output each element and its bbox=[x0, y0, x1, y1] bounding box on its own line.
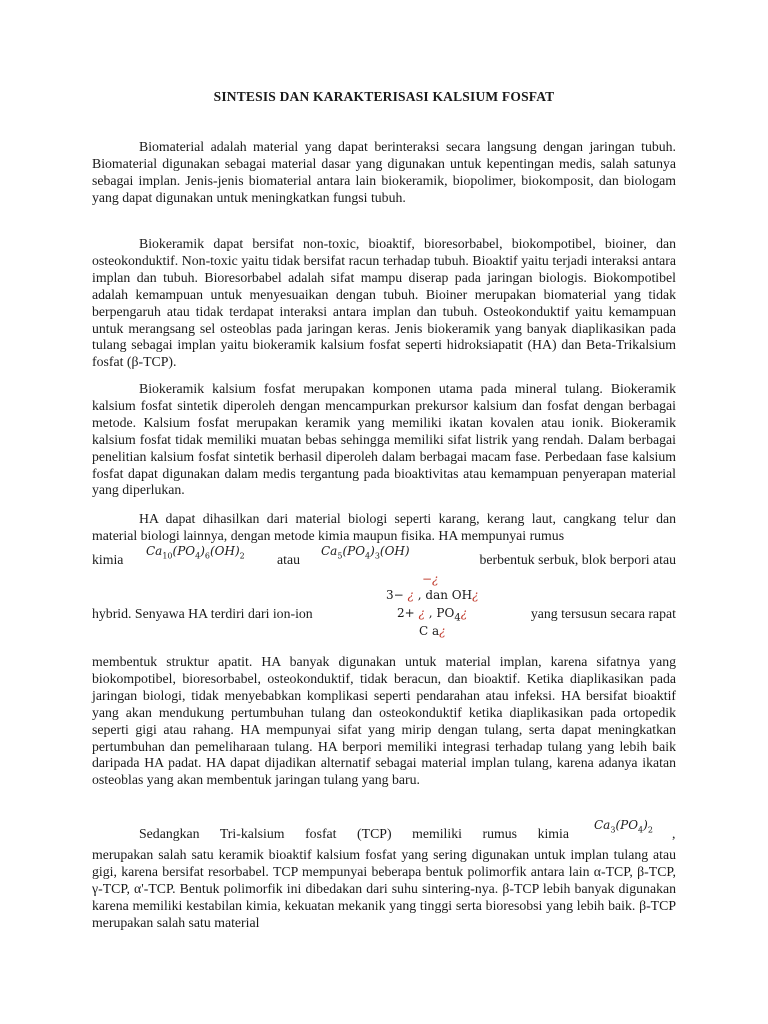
kimia-label: kimia bbox=[92, 552, 124, 567]
paragraph-5-rest: merupakan salah satu keramik bioaktif kalsium fosfat yang sering digunakan untuk implan tulang atau gigi, karena bersifat resorbabel. TCP mempunyai beberapa bentuk polimorfik antara lain α-TCP, β-TCP, γ-TCP, α'-TCP. Bentuk polimorfik ini dibedakan dari suhu sintering-nya. β-TCP lebih banyak digunakan karena memiliki kestabilan kimia, kekuatan mekanik yang tinggi serta bioresobsi yang lebih baik. β-TCP merupakan salah satu material bbox=[92, 847, 676, 930]
paragraph-5-lead: Sedangkan Tri-kalsium fosfat (TCP) memiliki rumus kimia bbox=[139, 826, 569, 841]
paragraph-4-intro: HA dapat dihasilkan dari material biologi seperti karang, kerang laut, cangkang telur dan material biologi lainnya, dengan metode kimia maupun fisika. HA mempunyai rumus bbox=[92, 511, 676, 543]
page-title: SINTESIS DAN KARAKTERISASI KALSIUM FOSFAT bbox=[213, 89, 555, 104]
paragraph-4-rest: membentuk struktur apatit. HA banyak digunakan untuk material implan, karena sifatnya yang biokompotibel, bioresorbabel, osteokonduktif, tidak beracun, dan bioaktif. Ketika diaplikasikan pada jaringan biologi, tidak menyebabkan komplikasi seperti pendarahan atau infeksi. HA bersifat bioaktif yang akan mendukung pertumbuhan tulang dan osteokonduktif ketika diaplikasikan pada ortopedik seperti gigi atau rahang. HA mempunyai sifat yang mirip dengan tulang, serta dapat meningkatkan pertumbuhan dan pemeliharaan tulang. HA berpori memiliki integrasi terhadap tulang yang lebih baik daripada HA padat. HA dapat dijadikan alternatif sebagai material implan tulang, karena adanya ikatan osteoblas yang akan membentuk jaringan tulang yang baru. bbox=[92, 654, 676, 788]
paragraph-1: Biomaterial adalah material yang dapat berinteraksi secara langsung dengan jaringan tubuh. Biomaterial digunakan sebagai material dasar yang digunakan untuk kepentingan medis, salah satunya sebagai implan. Jenis-jenis biomaterial antara lain biokeramik, biopolimer, biokomposit, dan biologam yang dapat digunakan untuk meningkatkan fungsi tubuh. bbox=[92, 139, 676, 205]
paragraph-3: Biokeramik kalsium fosfat merupakan komponen utama pada mineral tulang. Biokeramik kalsium fosfat sintetik diperoleh dengan mencampurkan prekursor kalsium dan fosfat dengan berbagai metode. Kalsium fosfat merupakan keramik yang memiliki ikatan kovalen atau ionik. Biokeramik kalsium fosfat tidak memiliki muatan bebas sehingga memiliki sifat listrik yang rendah. Dalam berbagai penelitian kalsium fosfat sintetik berhasil diperoleh dalam berbagai macam fase. Perbedaan fase kalsium fosfat dapat digunakan dalam medis tergantung pada bioaktivitas atau kemampuan penyerapan material yang diperlukan. bbox=[92, 381, 676, 498]
tersusun-line: yang tersusun secara rapat bbox=[530, 606, 676, 621]
formula-tcp: $Ca_3(PO_4)_2$ bbox=[594, 818, 653, 835]
formula-tcp-comma: , bbox=[672, 826, 676, 841]
atau-label: atau bbox=[277, 552, 300, 567]
ion-phosphate: 3− ¿ , dan OH¿ bbox=[386, 588, 479, 602]
ion-charge-top: −¿ bbox=[422, 572, 439, 586]
ion-hydroxide: 2+ ¿ , $PO_4¿$ bbox=[397, 606, 468, 624]
ion-calcium: C a¿ bbox=[419, 624, 446, 638]
formula-line-tail: berbentuk serbuk, blok berpori atau bbox=[479, 552, 676, 567]
formula-ha-1: $Ca_{10}(PO_4)_6(OH)_2$ bbox=[146, 544, 245, 561]
hybrid-line: hybrid. Senyawa HA terdiri dari ion-ion bbox=[92, 606, 313, 621]
paragraph-2: Biokeramik dapat bersifat non-toxic, bioaktif, bioresorbabel, biokompotibel, bioiner, dan osteokonduktif. Non-toxic yaitu tidak bersifat racun terhadap tubuh. Bioaktif yaitu terjadi interaksi antara implan dan tubuh. Bioresorbabel adalah sifat mampu diserap pada jaringan biologis. Biokompotibel adalah kemampuan untuk menyesuaikan dengan tubuh. Bioiner merupakan biomaterial yang tidak berpengaruh atau tidak terdapat interaksi antara implan dan tubuh. Osteokonduktif yaitu kemampuan untuk merangsang sel osteoblas pada jaringan keras. Jenis biokeramik yang banyak diaplikasikan pada tulang sebagai implan yaitu biokeramik kalsium fosfat seperti hidroksiapatit (HA) dan Beta-Trikalsium fosfat (β-TCP). bbox=[92, 236, 676, 370]
formula-ha-2: $Ca_5(PO_4)_3(OH)$ bbox=[321, 544, 410, 561]
